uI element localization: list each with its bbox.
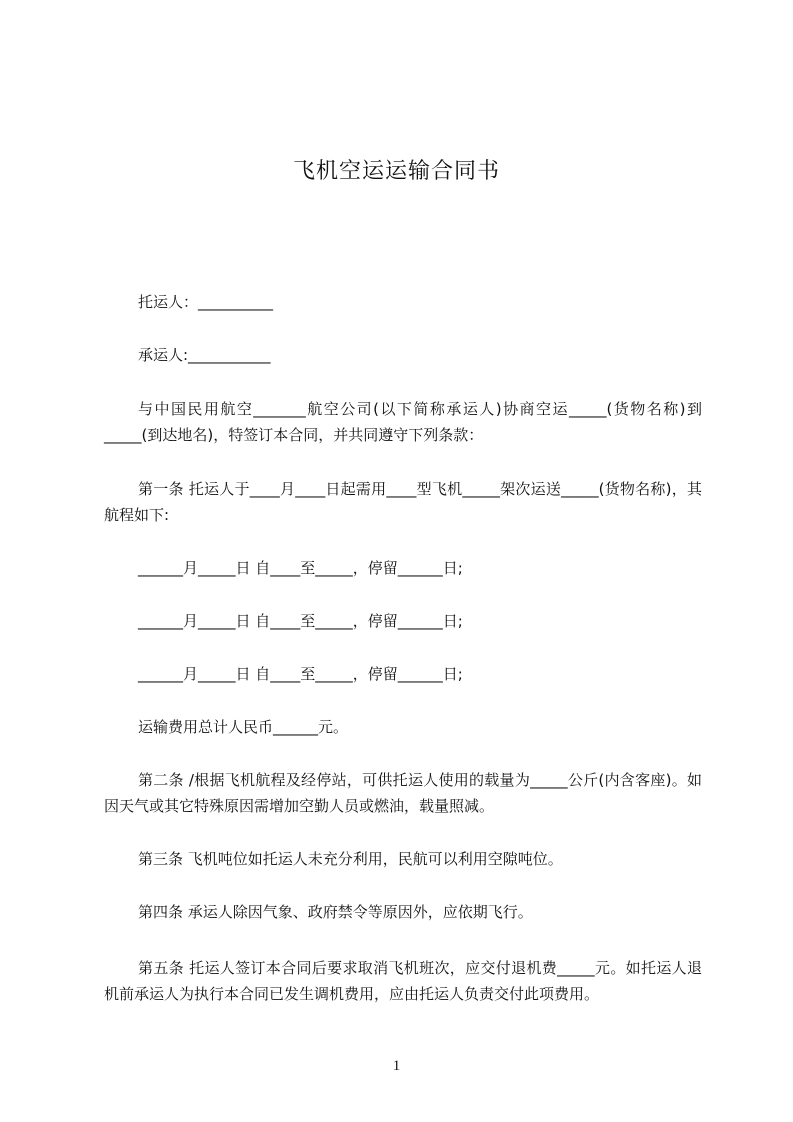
document-title: 飞机空运运输合同书	[292, 158, 500, 184]
article-5: 第五条 托运人签订本合同后要求取消飞机班次，应交付退机费_____元。如托运人退机前承运人为执行本合同已发生调机费用，应由托运人负责交付此项费用。	[104, 959, 702, 1003]
article-4: 第四条 承运人除因气象、政府禁令等原因外，应依期飞行。	[138, 903, 533, 921]
total-fee-line: 运输费用总计人民币______元。	[138, 718, 349, 736]
shipper-line: 托运人：__________	[138, 293, 274, 311]
page-number: 1	[392, 1058, 401, 1074]
carrier-line: 承运人:___________	[138, 346, 271, 364]
article-2: 第二条 /根据飞机航程及经停站，可供托运人使用的载量为_____公斤(内含客座)。如因天气或其它特殊原因需增加空勤人员或燃油，载量照减。	[104, 771, 702, 815]
route-line-3: ______月_____日 自____至_____，停留______日;	[138, 665, 463, 683]
article-1: 第一条 托运人于____月____日起需用____型飞机_____架次运送_____(货物名称)，其航程如下:	[104, 480, 702, 524]
article-3: 第三条 飞机吨位如托运人未充分利用，民航可以利用空隙吨位。	[138, 850, 563, 868]
route-line-1: ______月_____日 自____至_____，停留______日;	[138, 559, 463, 577]
route-line-2: ______月_____日 自____至_____，停留______日;	[138, 612, 463, 630]
intro-paragraph: 与中国民用航空_______航空公司(以下简称承运人)协商空运_____(货物名称)到_____(到达地名)，特签订本合同，并共同遵守下列条款：	[104, 400, 702, 444]
